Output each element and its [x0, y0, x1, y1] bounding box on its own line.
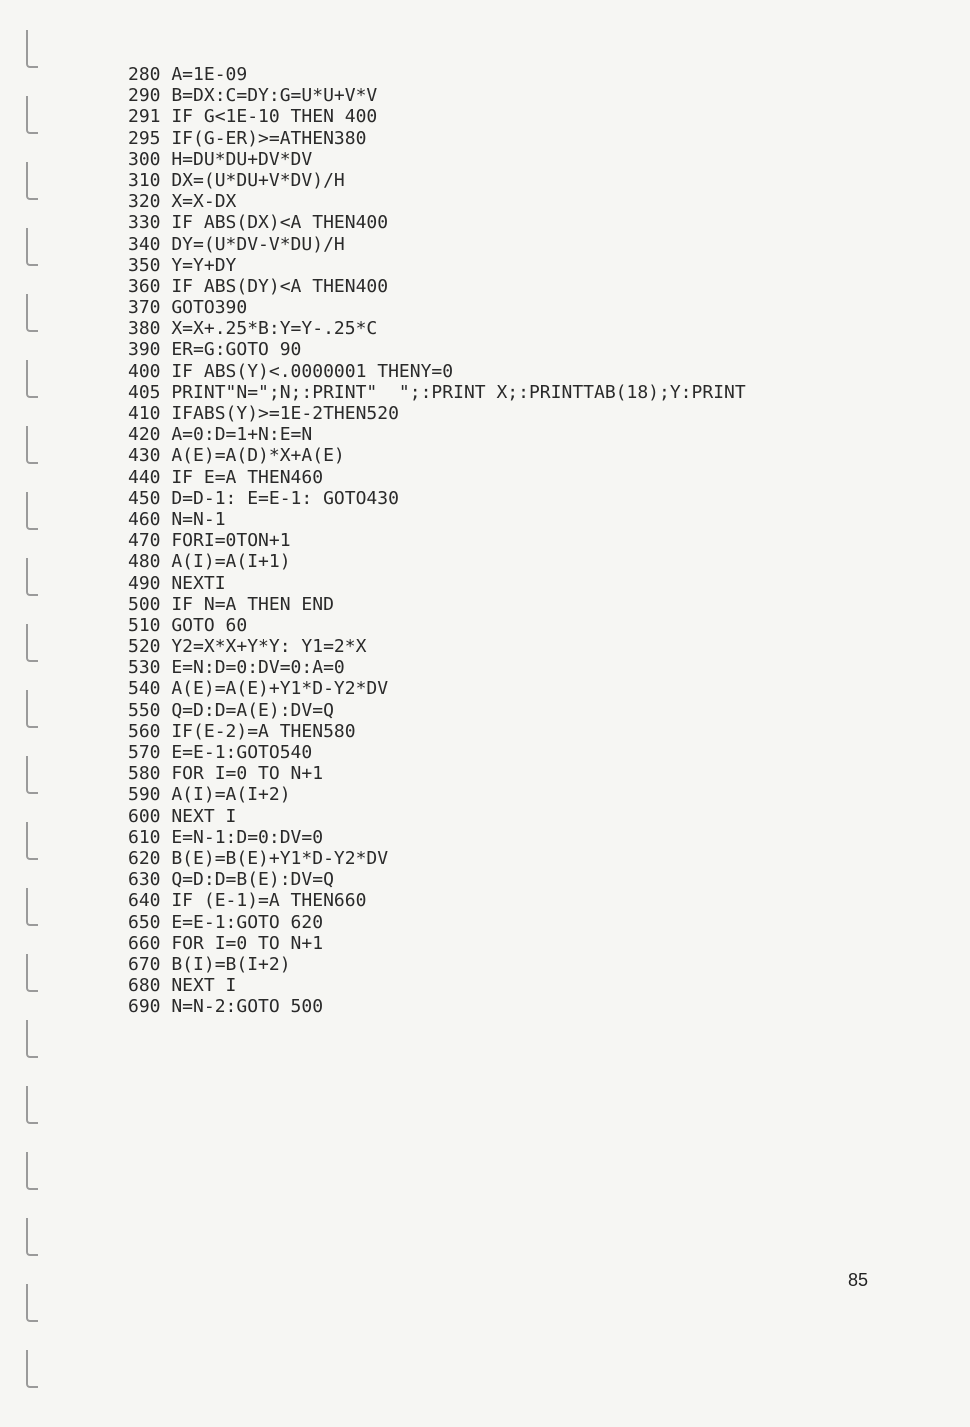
- code-line: 630 Q=D:D=B(E):DV=Q: [128, 869, 334, 891]
- binding-ring: [26, 558, 38, 596]
- binding-ring: [26, 1218, 38, 1256]
- binding-ring: [26, 1350, 38, 1388]
- code-line: 291 IF G<1E-10 THEN 400: [128, 106, 378, 128]
- code-line: 430 A(E)=A(D)*X+A(E): [128, 445, 345, 467]
- code-line: 560 IF(E-2)=A THEN580: [128, 720, 356, 742]
- code-line: 600 NEXT I: [128, 805, 237, 827]
- code-line: 690 N=N-2:GOTO 500: [128, 996, 324, 1018]
- code-line: 390 ER=G:GOTO 90: [128, 339, 302, 361]
- code-line: 670 B(I)=B(I+2): [128, 953, 291, 975]
- binding-ring: [26, 954, 38, 992]
- code-line: 480 A(I)=A(I+1): [128, 551, 291, 573]
- code-line: 490 NEXTI: [128, 572, 226, 594]
- binding-ring: [26, 294, 38, 332]
- binding-ring: [26, 1086, 38, 1124]
- binding-margin: [26, 30, 40, 1410]
- code-line: 340 DY=(U*DV-V*DU)/H: [128, 233, 345, 255]
- code-line: 300 H=DU*DU+DV*DV: [128, 148, 313, 170]
- code-line: 470 FORI=0TON+1: [128, 530, 291, 552]
- code-line: 680 NEXT I: [128, 975, 237, 997]
- binding-ring: [26, 822, 38, 860]
- code-line: 420 A=0:D=1+N:E=N: [128, 424, 313, 446]
- binding-ring: [26, 492, 38, 530]
- page-number: 85: [848, 1270, 869, 1290]
- code-line: 590 A(I)=A(I+2): [128, 784, 291, 806]
- code-line: 310 DX=(U*DU+V*DV)/H: [128, 169, 345, 191]
- code-line: 620 B(E)=B(E)+Y1*D-Y2*DV: [128, 847, 389, 869]
- binding-ring: [26, 624, 38, 662]
- code-line: 450 D=D-1: E=E-1: GOTO430: [128, 487, 399, 509]
- code-line: 380 X=X+.25*B:Y=Y-.25*C: [128, 318, 378, 340]
- code-line: 640 IF (E-1)=A THEN660: [128, 890, 367, 912]
- code-line: 500 IF N=A THEN END: [128, 593, 334, 615]
- binding-ring: [26, 1284, 38, 1322]
- code-line: 280 A=1E-09: [128, 64, 248, 85]
- code-line: 520 Y2=X*X+Y*Y: Y1=2*X: [128, 636, 367, 658]
- binding-ring: [26, 756, 38, 794]
- code-line: 330 IF ABS(DX)<A THEN400: [128, 212, 389, 234]
- binding-ring: [26, 1152, 38, 1190]
- code-line: 410 IFABS(Y)>=1E-2THEN520: [128, 403, 399, 424]
- code-line: 570 E=E-1:GOTO540: [128, 742, 313, 763]
- code-line: 650 E=E-1:GOTO 620: [128, 911, 324, 933]
- binding-ring: [26, 30, 38, 68]
- binding-ring: [26, 96, 38, 134]
- code-line: 360 IF ABS(DY)<A THEN400: [128, 275, 389, 297]
- binding-ring: [26, 228, 38, 266]
- binding-ring: [26, 690, 38, 728]
- code-line: 320 X=X-DX: [128, 191, 237, 213]
- code-line: 510 GOTO 60: [128, 614, 248, 636]
- code-line: 400 IF ABS(Y)<.0000001 THENY=0: [128, 360, 454, 382]
- binding-ring: [26, 360, 38, 398]
- code-line: 295 IF(G-ER)>=ATHEN380: [128, 127, 367, 149]
- code-line: 610 E=N-1:D=0:DV=0: [128, 826, 324, 848]
- binding-ring: [26, 162, 38, 200]
- code-line: 440 IF E=A THEN460: [128, 466, 324, 488]
- binding-ring: [26, 1020, 38, 1058]
- code-line: 540 A(E)=A(E)+Y1*D-Y2*DV: [128, 678, 389, 700]
- code-line: 580 FOR I=0 TO N+1: [128, 763, 324, 785]
- code-line: 290 B=DX:C=DY:G=U*U+V*V: [128, 85, 378, 107]
- code-line: 550 Q=D:D=A(E):DV=Q: [128, 699, 334, 721]
- code-line: 350 Y=Y+DY: [128, 254, 237, 276]
- code-line: 660 FOR I=0 TO N+1: [128, 932, 324, 954]
- binding-ring: [26, 426, 38, 464]
- code-line: 405 PRINT"N=";N;:PRINT" ";:PRINT X;:PRINTTAB(18);Y:PRINT: [128, 381, 746, 403]
- binding-ring: [26, 888, 38, 926]
- code-line: 460 N=N-1: [128, 508, 226, 530]
- code-line: 530 E=N:D=0:DV=0:A=0: [128, 657, 345, 679]
- code-line: 370 GOTO390: [128, 297, 248, 319]
- program-listing: [128, 64, 868, 1017]
